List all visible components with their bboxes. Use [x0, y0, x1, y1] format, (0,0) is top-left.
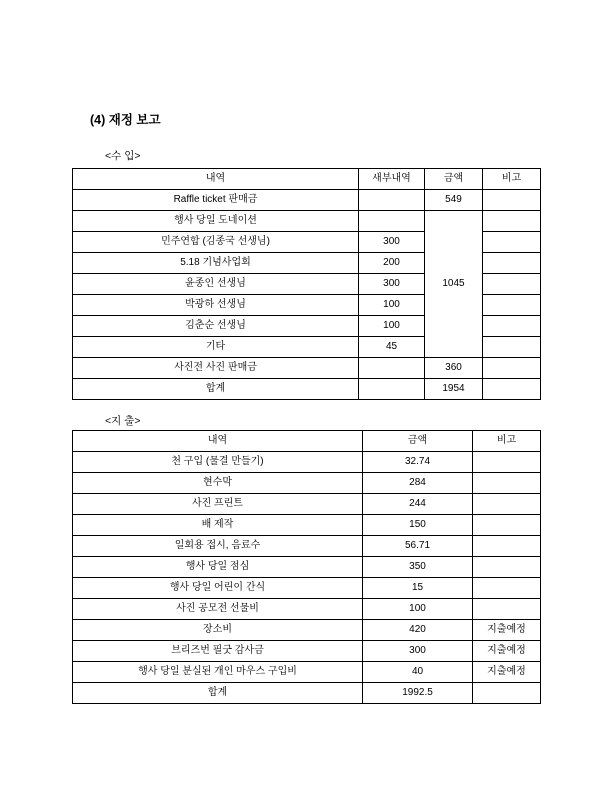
expense-note [473, 536, 541, 557]
table-row [73, 515, 541, 536]
expense-item: 합계 [73, 683, 363, 704]
expense-header-amount: 금액 [363, 431, 473, 452]
income-item: 윤종인 선생님 [73, 274, 359, 295]
income-section-label: <수 입> [105, 150, 141, 162]
income-sub [359, 358, 425, 379]
expense-item: 사진 공모전 선물비 [73, 599, 363, 620]
income-note [483, 274, 541, 295]
expense-note: 지출예정 [473, 641, 541, 662]
expense-amount: 15 [363, 578, 473, 599]
expense-item: 행사 당일 어린이 간식 [73, 578, 363, 599]
table-row [73, 358, 541, 379]
income-item: 기타 [73, 337, 359, 358]
income-note [483, 379, 541, 400]
income-sub: 45 [359, 337, 425, 358]
table-row [73, 473, 541, 494]
income-item: 행사 당일 도네이션 [73, 211, 359, 232]
expense-note: 지출예정 [473, 620, 541, 641]
expense-amount: 32.74 [363, 452, 473, 473]
expense-item: 장소비 [73, 620, 363, 641]
income-sub [359, 190, 425, 211]
table-row [73, 620, 541, 641]
table-row [73, 536, 541, 557]
income-header-sub: 새부내역 [359, 169, 425, 190]
income-note [483, 358, 541, 379]
expense-item: 현수막 [73, 473, 363, 494]
income-header-note: 비고 [483, 169, 541, 190]
table-row [73, 641, 541, 662]
expense-amount: 244 [363, 494, 473, 515]
expense-amount: 350 [363, 557, 473, 578]
expense-note [473, 452, 541, 473]
income-sub [359, 379, 425, 400]
expense-header-item: 내역 [73, 431, 363, 452]
expense-item: 브리즈번 필굿 감사금 [73, 641, 363, 662]
income-note [483, 253, 541, 274]
income-note [483, 316, 541, 337]
table-row [73, 494, 541, 515]
table-header-row [73, 169, 541, 190]
income-header-amount: 금액 [425, 169, 483, 190]
income-sub: 100 [359, 316, 425, 337]
income-item: 민주연합 (김종국 선생님) [73, 232, 359, 253]
income-item: 박광하 선생님 [73, 295, 359, 316]
expense-note [473, 578, 541, 599]
expense-item: 일회용 접시, 음료수 [73, 536, 363, 557]
table-row [73, 211, 541, 232]
expense-section-label: <지 출> [105, 415, 141, 427]
table-header-row [73, 431, 541, 452]
expense-amount: 40 [363, 662, 473, 683]
table-row [73, 379, 541, 400]
expense-note [473, 599, 541, 620]
expense-note [473, 515, 541, 536]
income-header-item: 내역 [73, 169, 359, 190]
table-row [73, 557, 541, 578]
table-row [73, 578, 541, 599]
income-note [483, 337, 541, 358]
income-amount-group: 1045 [425, 211, 483, 358]
expense-item: 행사 당일 점심 [73, 557, 363, 578]
income-item: 5.18 기념사업회 [73, 253, 359, 274]
table-row [73, 452, 541, 473]
income-item: 사진전 사진 판매금 [73, 358, 359, 379]
income-amount: 549 [425, 190, 483, 211]
expense-item: 천 구입 (물결 만들기) [73, 452, 363, 473]
expense-note: 지출예정 [473, 662, 541, 683]
income-note [483, 295, 541, 316]
expense-amount: 1992.5 [363, 683, 473, 704]
expense-note [473, 473, 541, 494]
income-sub: 300 [359, 232, 425, 253]
income-sub: 200 [359, 253, 425, 274]
expense-note [473, 683, 541, 704]
income-item: 김춘순 선생님 [73, 316, 359, 337]
expense-amount: 300 [363, 641, 473, 662]
income-item: 합계 [73, 379, 359, 400]
table-row [73, 683, 541, 704]
expense-amount: 284 [363, 473, 473, 494]
income-sub: 100 [359, 295, 425, 316]
expense-table [72, 430, 541, 704]
income-note [483, 232, 541, 253]
expense-header-note: 비고 [473, 431, 541, 452]
income-amount: 360 [425, 358, 483, 379]
expense-note [473, 557, 541, 578]
income-sub: 300 [359, 274, 425, 295]
expense-item: 배 제작 [73, 515, 363, 536]
income-note [483, 190, 541, 211]
expense-item: 행사 당일 분실된 개인 마우스 구입비 [73, 662, 363, 683]
income-amount: 1954 [425, 379, 483, 400]
expense-item: 사진 프린트 [73, 494, 363, 515]
expense-amount: 150 [363, 515, 473, 536]
income-sub [359, 211, 425, 232]
page-title: (4) 재정 보고 [90, 113, 161, 127]
expense-amount: 100 [363, 599, 473, 620]
table-row [73, 190, 541, 211]
table-row [73, 662, 541, 683]
expense-amount: 56.71 [363, 536, 473, 557]
income-item: Raffle ticket 판매금 [73, 190, 359, 211]
income-table [72, 168, 541, 400]
expense-note [473, 494, 541, 515]
income-note [483, 211, 541, 232]
table-row [73, 599, 541, 620]
expense-amount: 420 [363, 620, 473, 641]
